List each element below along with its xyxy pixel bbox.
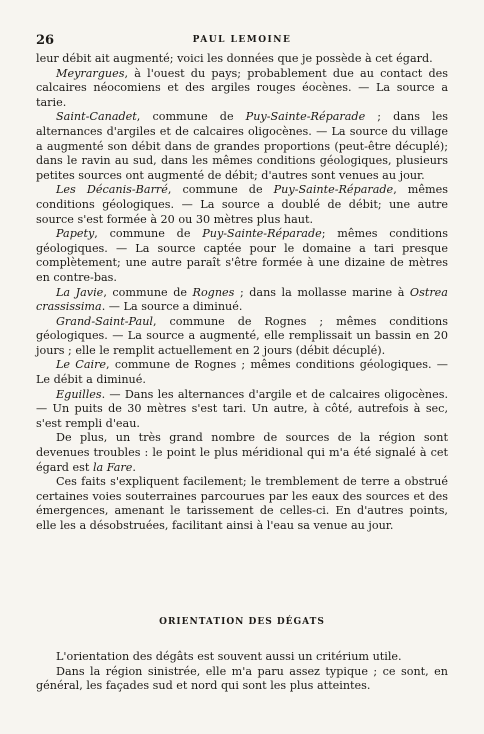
place-name: Meyrargues: [56, 66, 125, 80]
running-head: PAUL LEMOINE: [192, 35, 292, 45]
paragraph-explanation: Ces faits s'expliquent facilement; le tremblement de terre a obstrué certaines voies souterraines parcourues par les eaux des sources et des émergences, amenant le tarissement de celles-ci. En d'autres points, elle les a désobstruées, facilitant ainsi à l'eau sa venue au jour.: [36, 475, 448, 532]
entry-decanis-barre: [36, 183, 448, 227]
entry-papety: [36, 227, 448, 285]
entry-text: , commune de: [167, 183, 274, 197]
paragraph-orientation-1: L'orientation des dégâts est souvent aussi un critérium utile.: [56, 650, 402, 663]
commune-name: Rognes: [192, 285, 235, 299]
intro-paragraph: leur débit ait augmenté; voici les données que je possède à cet égard.: [36, 52, 433, 65]
place-name: Eguilles: [56, 387, 102, 401]
entry-text: , mêmes conditions géologiques. — La source a doublé de débit; une autre source s'est formée à 20 ou 30 mètres plus haut.: [36, 183, 448, 226]
place-name: Le Caire: [56, 358, 107, 372]
place-name: Les Décanis-Barré: [56, 183, 168, 197]
entry-meyrargues: [36, 67, 448, 111]
paragraph-orientation-2: Dans la région sinistrée, elle m'a paru assez typique ; ce sont, en général, les façades sud et nord qui sont les plus atteintes.: [36, 664, 448, 693]
commune-name: Puy-Sainte-Réparade: [245, 110, 366, 124]
entry-text: , commune de: [103, 285, 193, 299]
commune-name: Puy-Sainte-Réparade: [273, 183, 394, 197]
entry-text: , commune de: [136, 110, 246, 124]
page-number: 26: [36, 33, 55, 48]
entry-text: , commune de Rognes ; mêmes conditions géologiques. — La source a augmenté, elle remplissait un bassin en 20 jours ; elle le remplit actuellement en 2 jours (débit décuplé).: [36, 314, 448, 357]
entry-text: , à l'ouest du pays; probablement due au contact des calcaires néocomiens et des argiles rouges éocènes. — La source a tarie.: [36, 66, 448, 109]
entry-le-caire: [36, 358, 448, 387]
entry-grand-saint-paul: [36, 315, 448, 359]
entry-text: , commune de Rognes ; mêmes conditions géologiques. — Le débit a diminué.: [36, 358, 448, 387]
commune-name: Puy-Sainte-Réparade: [202, 227, 322, 241]
section-title: ORIENTATION DES DÉGATS: [159, 617, 325, 627]
entry-saint-canadet: [36, 110, 448, 183]
body-text: [36, 52, 448, 534]
entry-text: ; dans les alternances d'argiles et de calcaires oligocènes. — La source du village a augmenté son débit dans de grandes proportions (peut-être décuplé); dans le ravin au sud, dans les mêmes conditions géologiques, plusieurs petites sources ont augmenté de débit; d'autres sont venues au jour.: [36, 110, 448, 182]
entry-text: , commune de: [94, 227, 203, 241]
section-body: [36, 650, 448, 694]
paragraph-text: De plus, un très grand nombre de sources de la région sont devenues troubles : le point le plus méridional qui m'a été signalé à cet égard est: [36, 431, 448, 474]
entry-eguilles: [36, 388, 448, 432]
entry-la-javie: [36, 286, 448, 315]
place-name: Grand-Saint-Paul: [56, 314, 153, 328]
entry-text: ; mêmes conditions géologiques. — La source captée pour le domaine a tari presque complètement; une autre paraît s'être formée à une dizaine de mètres en contre-bas.: [36, 227, 448, 284]
entry-text: ; dans la mollasse marine à: [234, 285, 410, 299]
entry-text: . — Dans les alternances d'argile et de calcaires oligocènes. — Un puits de 30 mètres s'est tari. Un autre, à côté, autrefois à sec, s'est rempli d'eau.: [36, 387, 448, 430]
place-name: La Javie: [56, 285, 104, 299]
place-name: Papety: [56, 227, 95, 241]
paragraph-text: .: [132, 460, 136, 474]
entry-text: . — La source a diminué.: [101, 300, 243, 314]
place-name: la Fare: [92, 460, 133, 474]
paragraph-many-sources: [36, 431, 448, 475]
page-header: [36, 33, 448, 49]
place-name: Saint-Canadet: [56, 110, 137, 124]
fossil-name: Ostrea crassissima: [36, 285, 448, 314]
